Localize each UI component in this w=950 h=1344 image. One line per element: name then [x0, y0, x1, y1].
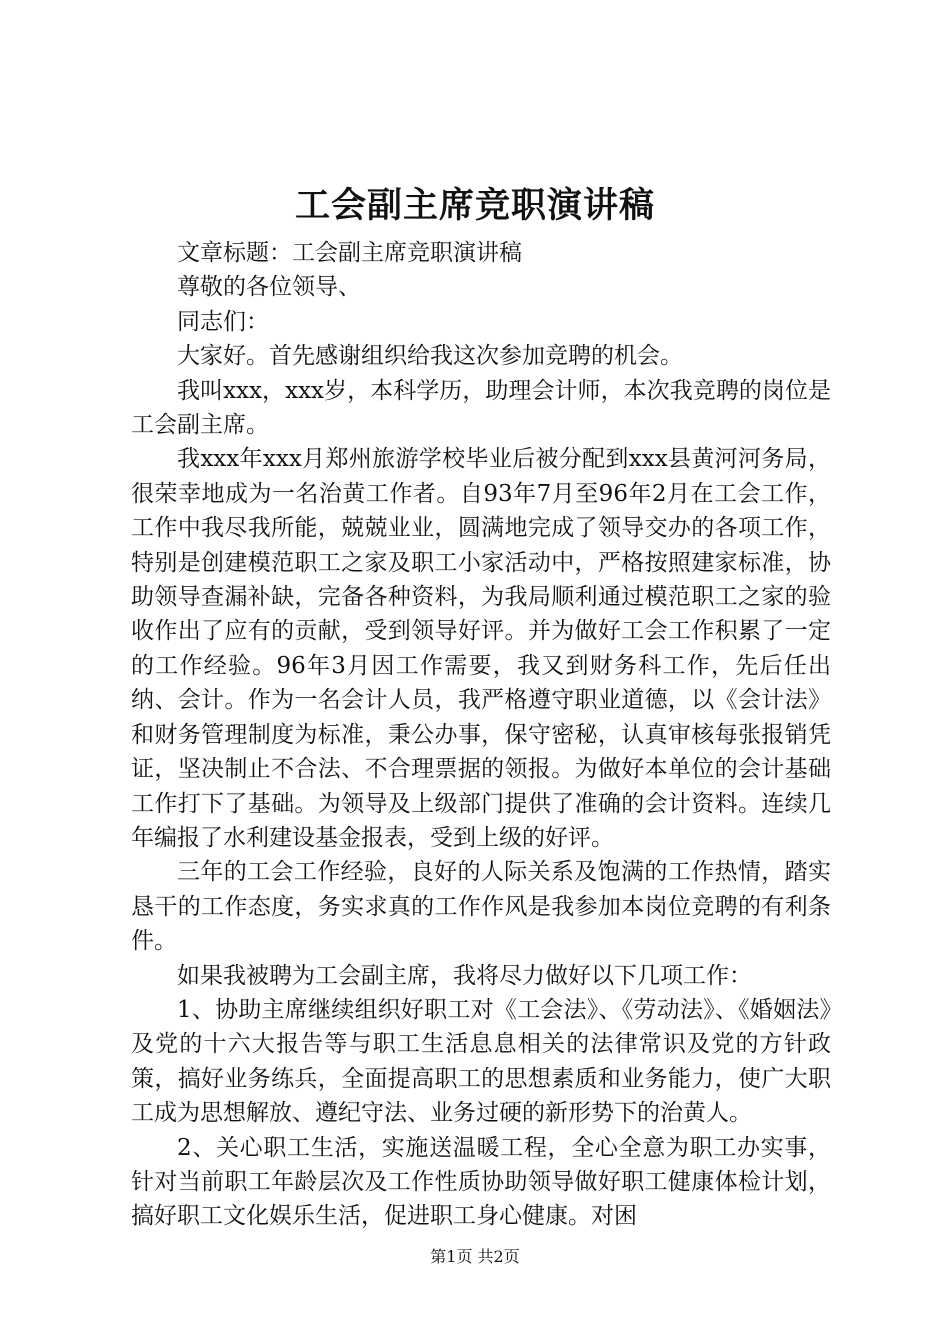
paragraph-work-history: 我xxx年xxx月郑州旅游学校毕业后被分配到xxx县黄河河务局，很荣幸地成为一名治黄工作者。自93年7月至96年2月在工会工作，工作中我尽我所能，兢兢业业，圆满地完成了领导交办的各项工作，特别是创建模范职工之家及职工小家活动中，严格按照建家标准，协助领导查漏补缺，完备各种资料，为我局顺利通过模范职工之家的验收作出了应有的贡献，受到领导好评。并为做好工会工作积累了一定的工作经验。96年3月因工作需要，我又到财务科工作，先后任出纳、会计。作为一名会计人员，我严格遵守职业道德，以《会计法》和财务管理制度为标准，秉公办事，保守密秘，认真审核每张报销凭证，坚决制止不合法、不合理票据的领报。为做好本单位的会计基础工作打下了基础。为领导及上级部门提供了准确的会计资料。连续几年编报了水利建设基金报表，受到上级的好评。: [131, 446, 831, 851]
document-body: [131, 236, 831, 1234]
paragraph-plan-intro: 如果我被聘为工会副主席，我将尽力做好以下几项工作：: [177, 962, 752, 989]
paragraph-salutation-comrades: 同志们：: [177, 308, 269, 335]
paragraph-plan-item-1: 1、协助主席继续组织好职工对《工会法》、《劳动法》、《婚姻法》及党的十六大报告等与职工生活息息相关的法律常识及党的方针政策，搞好业务练兵，全面提高职工的思想素质和业务能力，使广大职工成为思想解放、遵纪守法、业务过硬的新形势下的治黄人。: [131, 996, 831, 1127]
page-title: 工会副主席竞职演讲稿: [294, 185, 655, 226]
page-footer: 第1页 共2页: [430, 1247, 520, 1266]
paragraph-article-title: 文章标题：工会副主席竞职演讲稿: [177, 240, 522, 266]
paragraph-greeting: 大家好。首先感谢组织给我这次参加竞聘的机会。: [177, 343, 683, 370]
paragraph-salutation: 尊敬的各位领导、: [177, 274, 361, 301]
paragraph-introduction: 我叫xxx，xxx岁，本科学历，助理会计师，本次我竞聘的岗位是工会副主席。: [131, 377, 831, 439]
paragraph-plan-item-2: 2、关心职工生活，实施送温暖工程，全心全意为职工办实事，针对当前职工年龄层次及工作性质协助领导做好职工健康体检计划，搞好职工文化娱乐生活，促进职工身心健康。对困: [131, 1134, 831, 1230]
paragraph-advantages: 三年的工会工作经验，良好的人际关系及饱满的工作热情，踏实恳干的工作态度，务实求真的工作作风是我参加本岗位竞聘的有利条件。: [131, 859, 831, 955]
